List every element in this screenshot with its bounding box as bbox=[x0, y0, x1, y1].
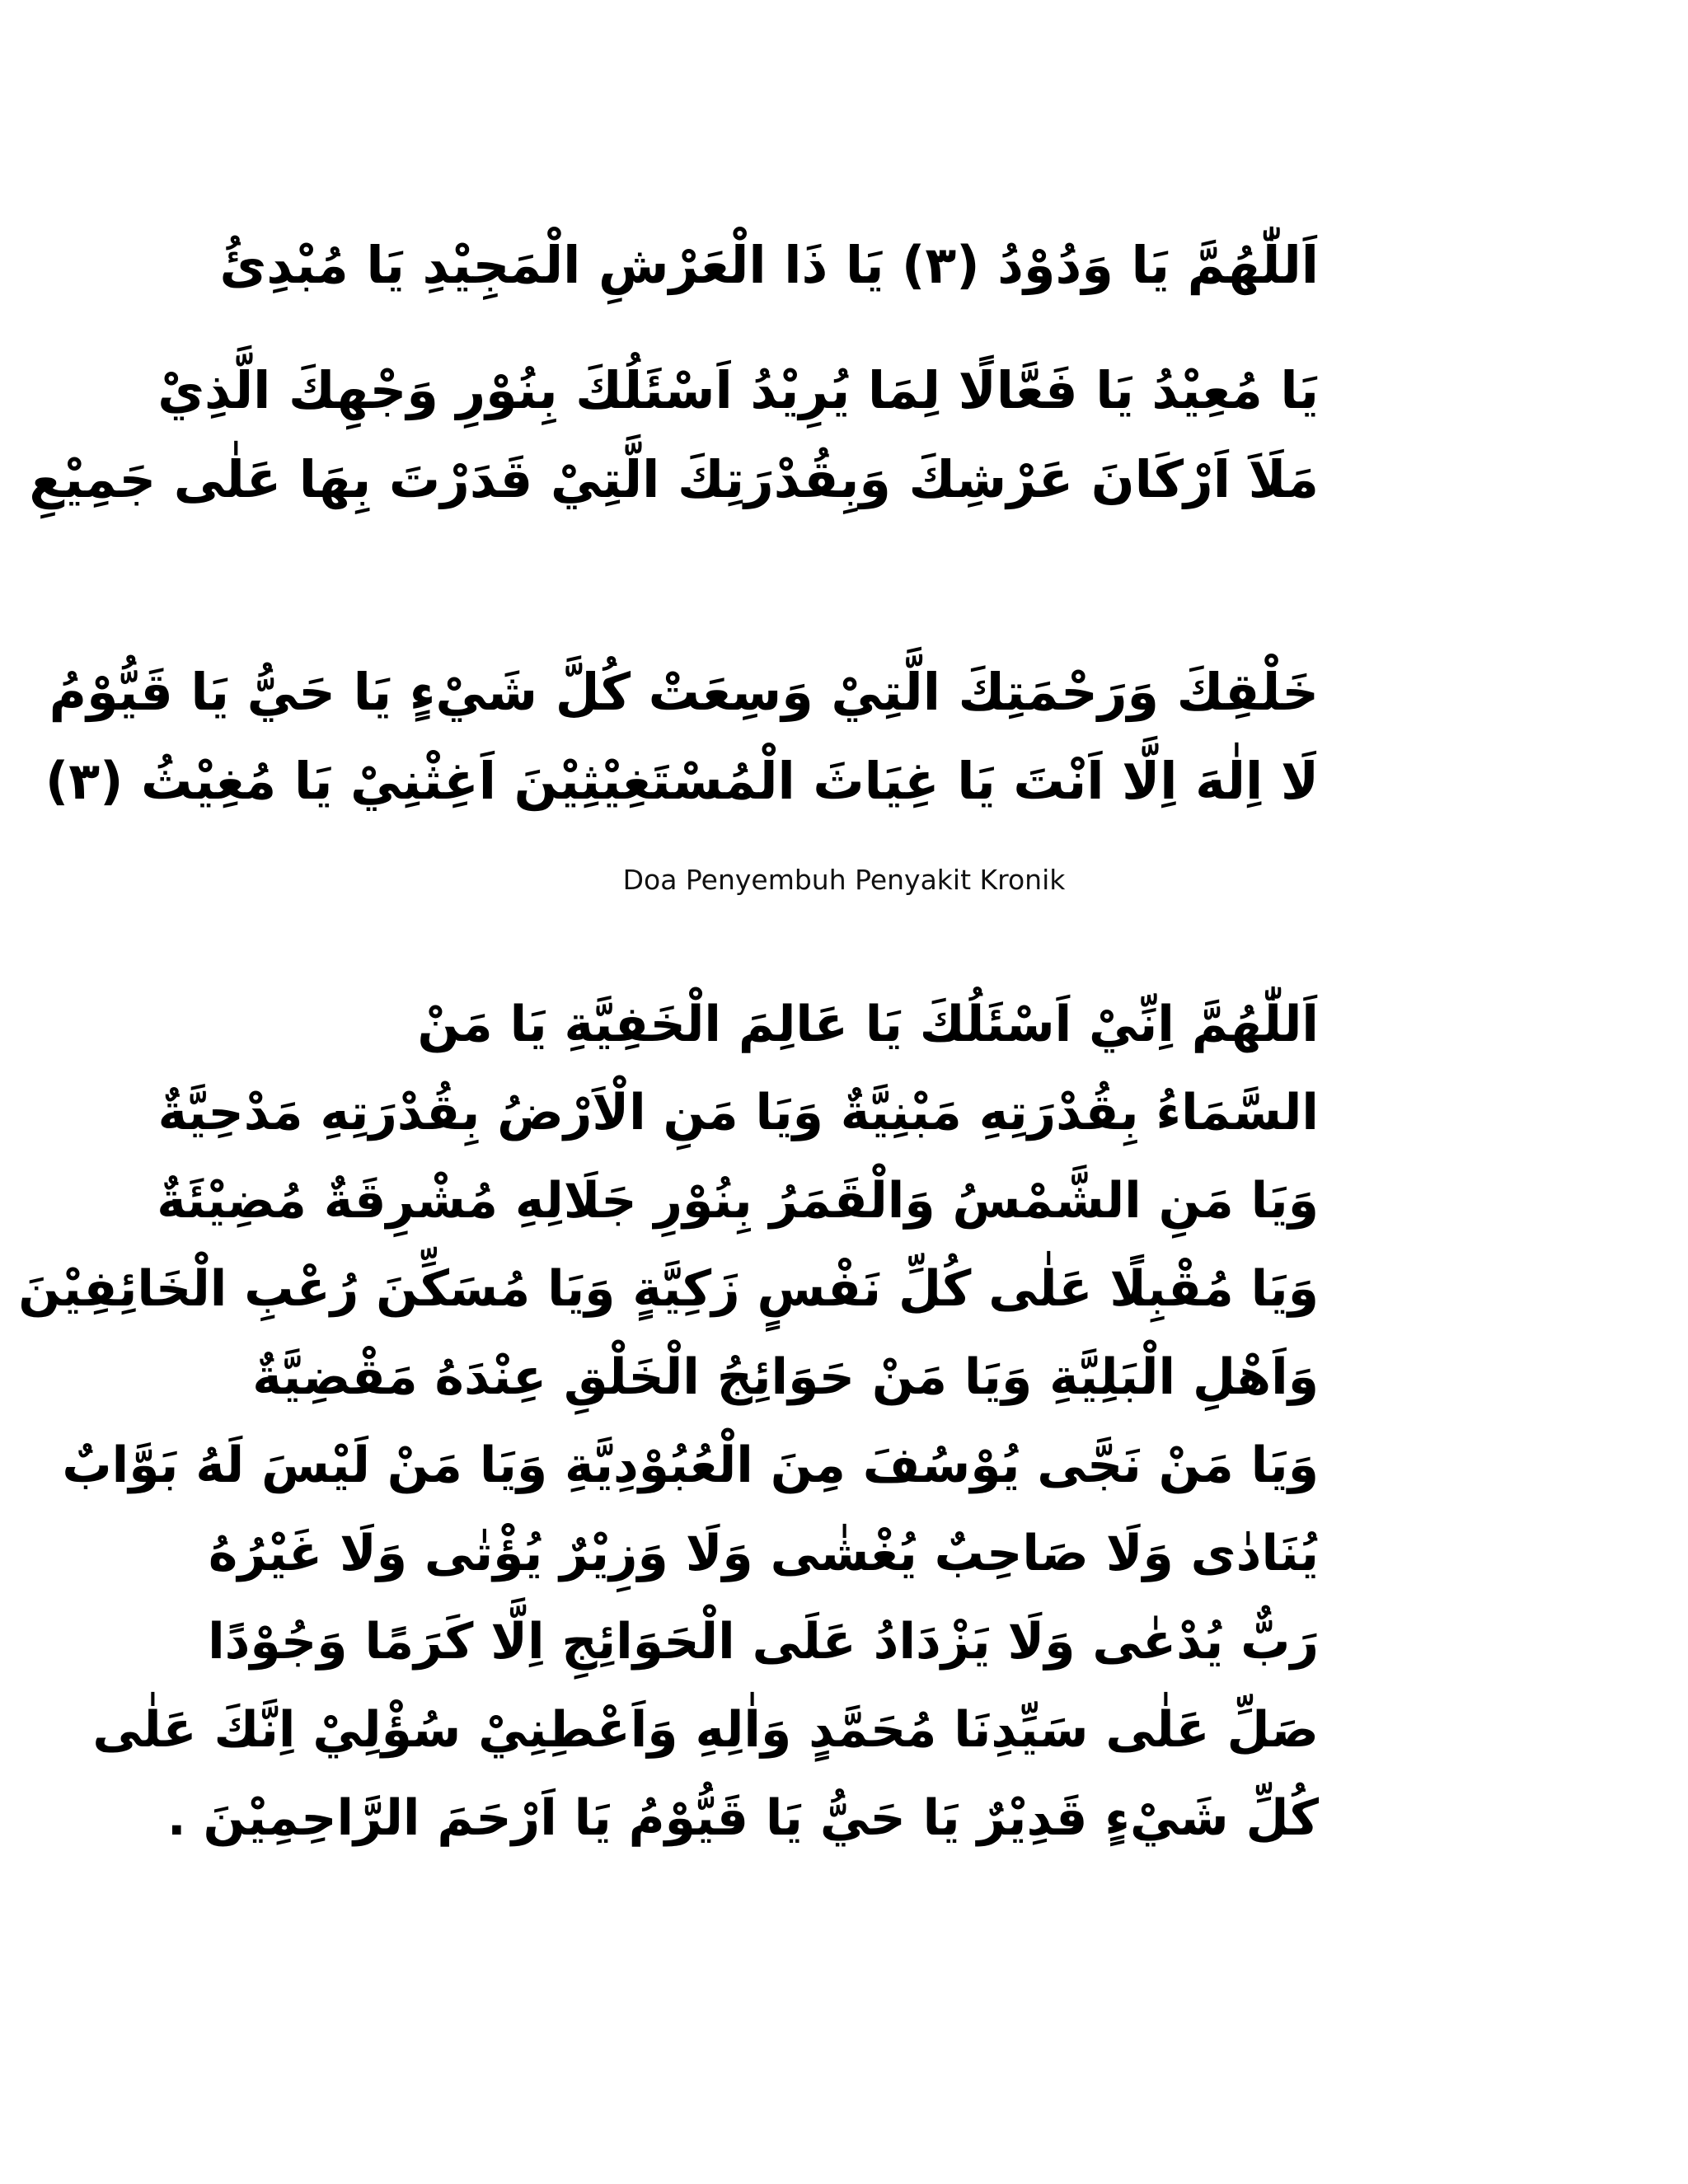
prayer-one-line-5: لَا اِلٰهَ اِلَّا اَنْتَ يَا غِيَاثَ الْمُسْتَغِيْثِيْنَ اَغِثْنِيْ يَا مُغِيْثُ (٣) bbox=[45, 751, 1319, 811]
prayer-two-line-8: رَبٌّ يُدْعٰى وَلَا يَزْدَادُ عَلَى الْحَوَائِجِ اِلَّا كَرَمًا وَجُوْدًا bbox=[208, 1613, 1319, 1671]
prayer-two-line-7: يُنَادٰى وَلَا صَاحِبٌ يُغْشٰى وَلَا وَزِيْرٌ يُؤْتٰى وَلَا غَيْرُهُ bbox=[208, 1525, 1319, 1582]
prayer-two-line-2: السَّمَاءُ بِقُدْرَتِهِ مَبْنِيَّةٌ وَيَا مَنِ الْاَرْضُ بِقُدْرَتِهِ مَدْحِيَّةٌ bbox=[157, 1084, 1319, 1141]
prayer-two-line-3: وَيَا مَنِ الشَّمْسُ وَالْقَمَرُ بِنُوْرِ جَلَالِهِ مُشْرِقَةٌ مُضِيْئَةٌ bbox=[157, 1172, 1319, 1230]
prayer-caption: Doa Penyembuh Penyakit Kronik bbox=[622, 864, 1066, 896]
prayer-one-line-3: مَلَاَ اَرْكَانَ عَرْشِكَ وَبِقُدْرَتِكَ الَّتِيْ قَدَرْتَ بِهَا عَلٰى جَمِيْعِ bbox=[29, 449, 1319, 509]
prayer-one-line-4: خَلْقِكَ وَرَحْمَتِكَ الَّتِيْ وَسِعَتْ كُلَّ شَيْءٍ يَا حَيُّ يَا قَيُّوْمُ bbox=[49, 662, 1319, 722]
prayer-one-line-2: يَا مُعِيْدُ يَا فَعَّالًا لِمَا يُرِيْدُ اَسْئَلُكَ بِنُوْرِ وَجْهِكَ الَّذِيْ bbox=[157, 360, 1319, 420]
prayer-two-line-5: وَاَهْلِ الْبَلِيَّةِ وَيَا مَنْ حَوَائِجُ الْخَلْقِ عِنْدَهُ مَقْضِيَّةٌ bbox=[252, 1348, 1319, 1406]
prayer-two-line-6: وَيَا مَنْ نَجَّى يُوْسُفَ مِنَ الْعُبُوْدِيَّةِ وَيَا مَنْ لَيْسَ لَهُ بَوَّابٌ bbox=[62, 1436, 1319, 1494]
prayer-two-line-9: صَلِّ عَلٰى سَيِّدِنَا مُحَمَّدٍ وَاٰلِهِ وَاَعْطِنِيْ سُؤْلِيْ اِنَّكَ عَلٰى bbox=[92, 1701, 1319, 1759]
prayer-one-part-two bbox=[29, 346, 1319, 826]
prayer-two-line-10: كُلِّ شَيْءٍ قَدِيْرٌ يَا حَيُّ يَا قَيُّوْمُ يَا اَرْحَمَ الرَّاحِمِيْنَ . bbox=[166, 1789, 1319, 1847]
prayer-one-line-1: اَللّٰهُمَّ يَا وَدُوْدُ (٣) يَا ذَا الْعَرْشِ الْمَجِيْدِ يَا مُبْدِئُ bbox=[219, 235, 1319, 295]
prayer-two-line-1: اَللّٰهُمَّ اِنِّيْ اَسْئَلُكَ يَا عَالِمَ الْخَفِيَّةِ يَا مَنْ bbox=[417, 996, 1319, 1053]
prayer-one-part-one bbox=[219, 221, 1319, 310]
prayer-two bbox=[18, 981, 1319, 1863]
prayer-two-line-4: وَيَا مُقْبِلًا عَلٰى كُلِّ نَفْسٍ زَكِيَّةٍ وَيَا مُسَكِّنَ رُعْبِ الْخَائِفِيْنَ bbox=[18, 1260, 1319, 1318]
